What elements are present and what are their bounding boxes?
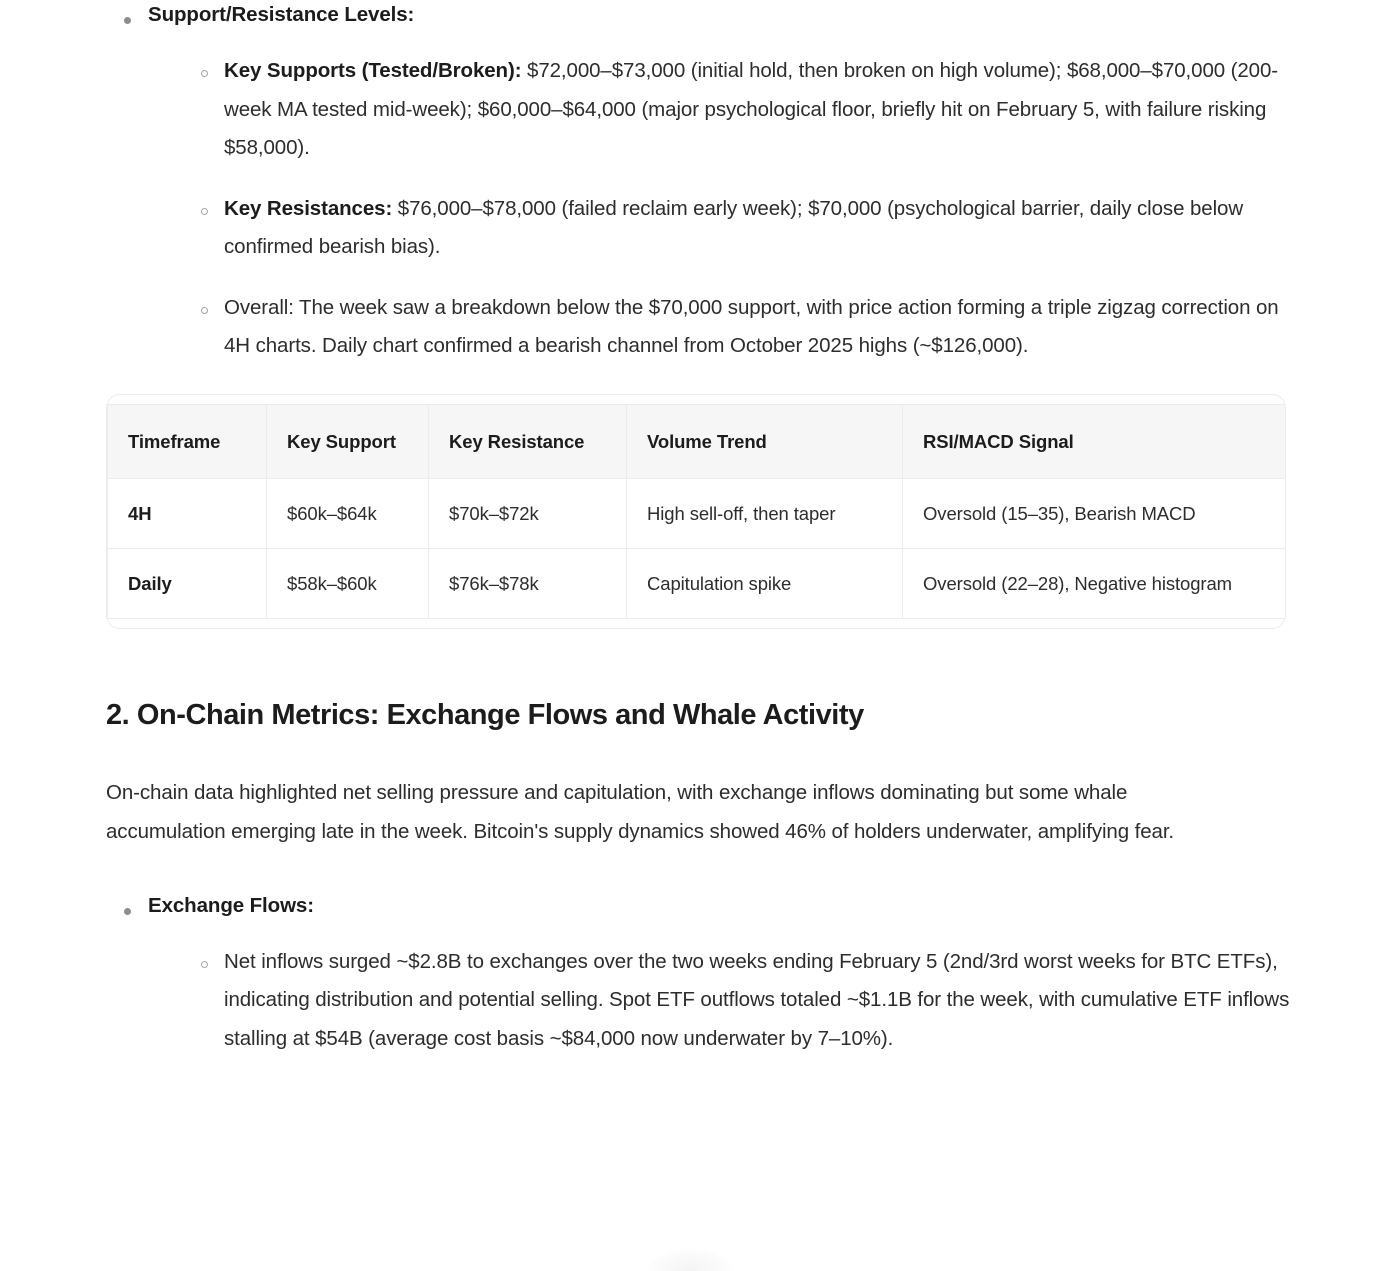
column-header-timeframe: Timeframe bbox=[108, 404, 267, 478]
list-item-key-supports bbox=[188, 52, 1296, 168]
key-supports-body: $72,000–$73,000 (initial hold, then broken on high volume); $68,000–$70,000 (200-week MA tested mid-week); $60,000–$64,000 (major psychological floor, briefly hit on February 5, with failure risking $58,000). bbox=[224, 59, 1279, 159]
table-header-row bbox=[108, 404, 1287, 478]
bullet-circle-icon bbox=[201, 208, 208, 215]
list-item-support-resistance bbox=[106, 0, 1296, 366]
key-supports-text bbox=[224, 59, 1278, 159]
list-item-net-inflows bbox=[188, 943, 1296, 1059]
technical-levels-table-container bbox=[106, 394, 1286, 629]
cell-timeframe: 4H bbox=[108, 478, 267, 548]
cell-key-support: $58k–$60k bbox=[267, 548, 429, 618]
bullet-circle-icon bbox=[201, 307, 208, 314]
cell-key-resistance: $76k–$78k bbox=[429, 548, 627, 618]
key-resistances-text bbox=[224, 197, 1243, 259]
section-heading-on-chain-metrics: 2. On-Chain Metrics: Exchange Flows and Whale Activity bbox=[106, 698, 864, 731]
table-head bbox=[108, 404, 1287, 478]
cell-key-support: $60k–$64k bbox=[267, 478, 429, 548]
bullet-circle-icon bbox=[201, 70, 208, 77]
support-resistance-list bbox=[106, 0, 1296, 366]
cell-timeframe: Daily bbox=[108, 548, 267, 618]
cell-volume-trend: Capitulation spike bbox=[627, 548, 903, 618]
cell-rsi-macd: Oversold (15–35), Bearish MACD bbox=[903, 478, 1287, 548]
technical-levels-table bbox=[107, 404, 1286, 619]
cell-rsi-macd: Oversold (22–28), Negative histogram bbox=[903, 548, 1287, 618]
support-resistance-sublist-wrap bbox=[188, 52, 1296, 366]
column-header-rsi-macd-signal: RSI/MACD Signal bbox=[903, 404, 1287, 478]
overall-text: Overall: The week saw a breakdown below the $70,000 support, with price action forming a triple zigzag correction on 4H charts. Daily chart confirmed a bearish channel from October 2025 highs (~$126,000). bbox=[224, 295, 1279, 357]
bullet-disc-icon bbox=[124, 17, 131, 24]
key-resistances-body: $76,000–$78,000 (failed reclaim early week); $70,000 (psychological barrier, daily close below confirmed bearish bias). bbox=[224, 196, 1244, 258]
exchange-flows-sublist-wrap bbox=[188, 943, 1296, 1059]
cell-volume-trend: High sell-off, then taper bbox=[627, 478, 903, 548]
list-item-exchange-flows bbox=[106, 891, 1296, 1059]
key-supports-lead: Key Supports (Tested/Broken): bbox=[224, 59, 522, 82]
list-item-key-resistances bbox=[188, 190, 1296, 267]
cell-key-resistance: $70k–$72k bbox=[429, 478, 627, 548]
table-row bbox=[108, 478, 1287, 548]
document-content bbox=[106, 0, 1296, 1058]
column-header-volume-trend: Volume Trend bbox=[627, 404, 903, 478]
column-header-key-resistance: Key Resistance bbox=[429, 404, 627, 478]
table-body bbox=[108, 478, 1287, 618]
exchange-flows-list bbox=[106, 891, 1296, 1059]
on-chain-intro-paragraph: On-chain data highlighted net selling pressure and capitulation, with exchange inflows dominating but some whale accumulation emerging late in the week. Bitcoin's supply dynamics showed 46% of holders underwater, amplifying fear. bbox=[106, 780, 1175, 843]
column-header-key-support: Key Support bbox=[267, 404, 429, 478]
page-bottom-artifact bbox=[648, 1249, 732, 1271]
bullet-circle-icon bbox=[201, 961, 208, 968]
bullet-disc-icon bbox=[124, 908, 131, 915]
key-resistances-lead: Key Resistances: bbox=[224, 196, 393, 220]
table-row bbox=[108, 548, 1287, 618]
spacer bbox=[106, 851, 1296, 891]
list-item-overall bbox=[188, 289, 1296, 366]
exchange-flows-label: Exchange Flows: bbox=[148, 893, 314, 917]
support-resistance-sublist bbox=[188, 52, 1296, 366]
support-resistance-label: Support/Resistance Levels: bbox=[148, 3, 415, 26]
net-inflows-text: Net inflows surged ~$2.8B to exchanges over the two weeks ending February 5 (2nd/3rd worst weeks for BTC ETFs), indicating distribution and potential selling. Spot ETF outflows totaled ~$1.1B for the week, with cumulative ETF inflows stalling at $54B (average cost basis ~$84,000 now underwater by 7–10%). bbox=[224, 949, 1290, 1050]
exchange-flows-sublist bbox=[188, 943, 1296, 1059]
